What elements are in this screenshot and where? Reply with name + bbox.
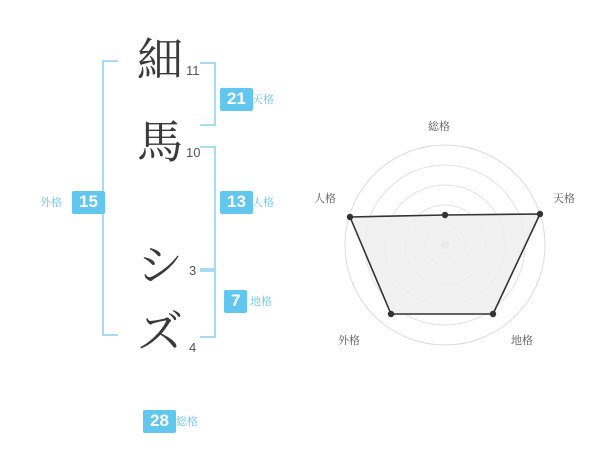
radar-axis-label-jinkaku: 人格 [314, 193, 336, 205]
jinkaku-badge: 13 [220, 191, 253, 214]
radar-chart-svg [300, 0, 600, 470]
radar-point-soukaku [442, 212, 448, 218]
name-char-2-strokes: 10 [186, 145, 201, 160]
chikaku-badge: 7 [224, 290, 247, 313]
jinkaku-label: 人格 [252, 197, 274, 209]
name-char-1-strokes: 11 [186, 63, 200, 78]
radar-axis-label-soukaku: 総格 [428, 121, 450, 133]
name-char-1: 細 [137, 35, 183, 86]
gaikaku-badge: 15 [72, 191, 105, 214]
radar-axis-label-chikaku: 地格 [511, 335, 533, 347]
radar-point-gaikaku [388, 311, 394, 317]
radar-axis-label-tenkaku: 天格 [553, 193, 575, 205]
radar-chart-panel [300, 0, 600, 470]
chikaku-bracket [200, 268, 216, 338]
name-char-3: シ [137, 240, 183, 291]
radar-series [347, 211, 543, 317]
soukaku-badge: 28 [143, 410, 176, 433]
radar-axis-label-gaikaku: 外格 [338, 335, 360, 347]
radar-point-jinkaku [347, 214, 353, 220]
name-char-4: ズ [137, 307, 183, 358]
jinkaku-bracket [200, 146, 216, 272]
tenkaku-label: 天格 [252, 94, 274, 106]
tenkaku-bracket [200, 62, 216, 126]
name-char-2: 馬 [137, 117, 183, 168]
radar-point-tenkaku [537, 211, 543, 217]
chikaku-label: 地格 [250, 296, 272, 308]
tenkaku-badge: 21 [220, 88, 253, 111]
name-char-3-strokes: 3 [189, 263, 197, 278]
name-kakusu-panel [0, 0, 300, 470]
gaikaku-label: 外格 [40, 197, 62, 209]
soukaku-label: 総格 [176, 416, 198, 428]
name-char-4-strokes: 4 [189, 340, 197, 355]
radar-point-chikaku [490, 311, 496, 317]
